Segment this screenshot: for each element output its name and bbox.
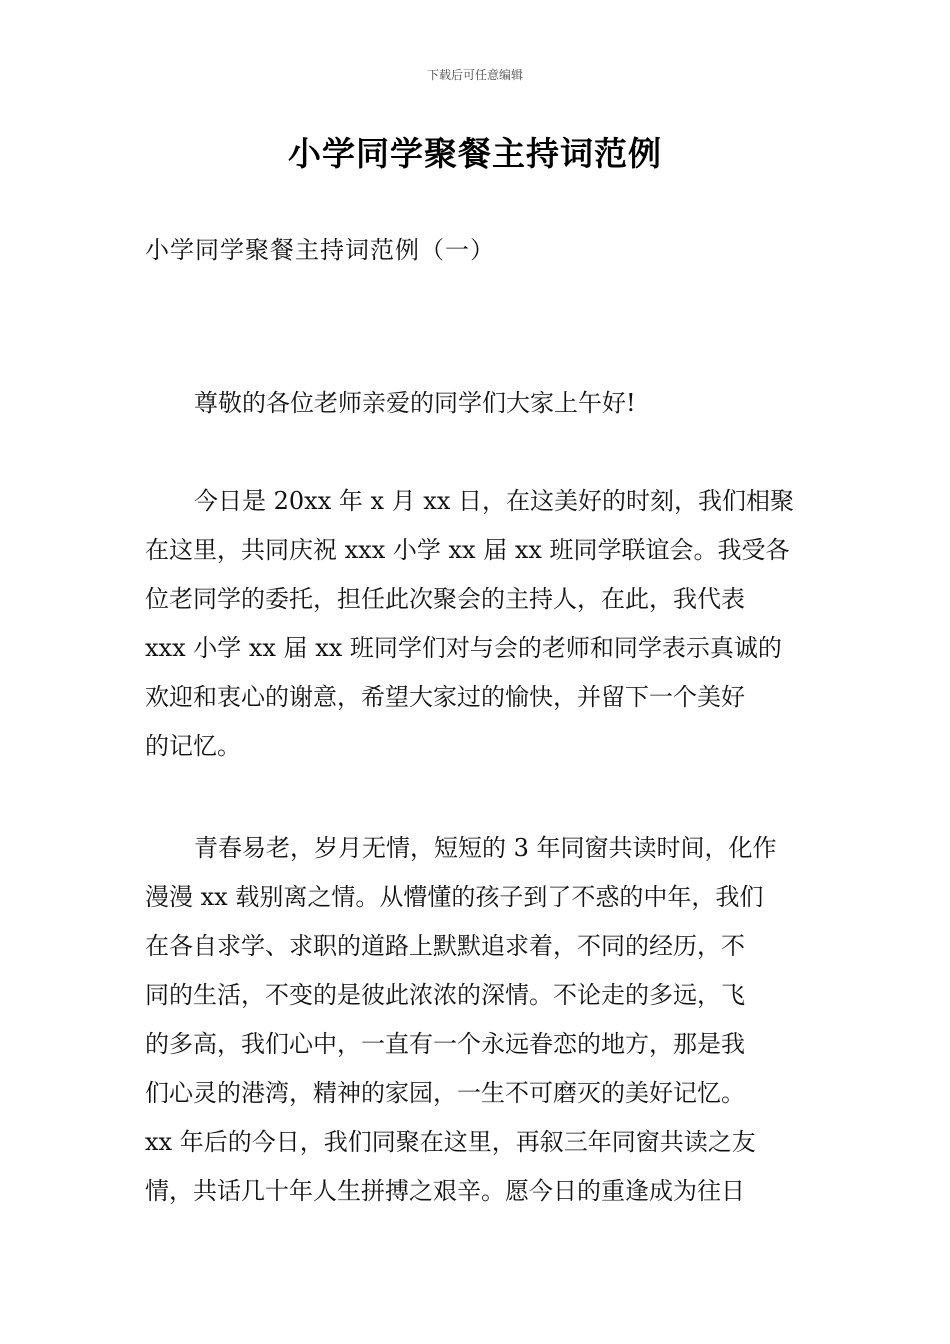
paragraph-line: 漫漫 xx 载别离之情。从懵懂的孩子到了不惑的中年，我们 [145,883,764,911]
paragraph-line: xx 年后的今日，我们同聚在这里，再叙三年同窗共读之友 [145,1128,756,1156]
paragraph-line: xxx 小学 xx 届 xx 班同学们对与会的老师和同学表示真诚的 [145,634,782,662]
paragraph-line: 位老同学的委托，担任此次聚会的主持人，在此，我代表 [145,585,745,613]
page-header-note: 下载后可任意编辑 [426,68,523,82]
section-subtitle: 小学同学聚餐主持词范例（一） [145,236,495,264]
greeting-line: 尊敬的各位老师亲爱的同学们大家上午好! [194,389,636,417]
paragraph-line: 欢迎和衷心的谢意，希望大家过的愉快，并留下一个美好 [145,683,745,711]
paragraph-line: 在这里，共同庆祝 xxx 小学 xx 届 xx 班同学联谊会。我受各 [145,536,790,564]
document-title: 小学同学聚餐主持词范例 [288,134,662,173]
paragraph-line: 的多高，我们心中，一直有一个永远眷恋的地方，那是我 [145,1030,745,1058]
paragraph-1 [145,477,810,771]
paragraph-line: 们心灵的港湾，精神的家园，一生不可磨灭的美好记忆。 [145,1079,745,1107]
paragraph-line: 情，共话几十年人生拼搏之艰辛。愿今日的重逢成为往日 [145,1177,745,1205]
paragraph-line: 的记忆。 [145,732,241,760]
paragraph-line: 在各自求学、求职的道路上默默追求着，不同的经历，不 [145,932,745,960]
paragraph-line: 今日是 20xx 年 x 月 xx 日，在这美好的时刻，我们相聚 [194,487,794,515]
paragraph-line: 同的生活，不变的是彼此浓浓的深情。不论走的多远，飞 [145,981,745,1009]
greeting-paragraph [145,379,810,428]
paragraph-2 [145,824,810,1216]
paragraph-line: 青春易老，岁月无情，短短的 3 年同窗共读时间，化作 [194,834,777,862]
